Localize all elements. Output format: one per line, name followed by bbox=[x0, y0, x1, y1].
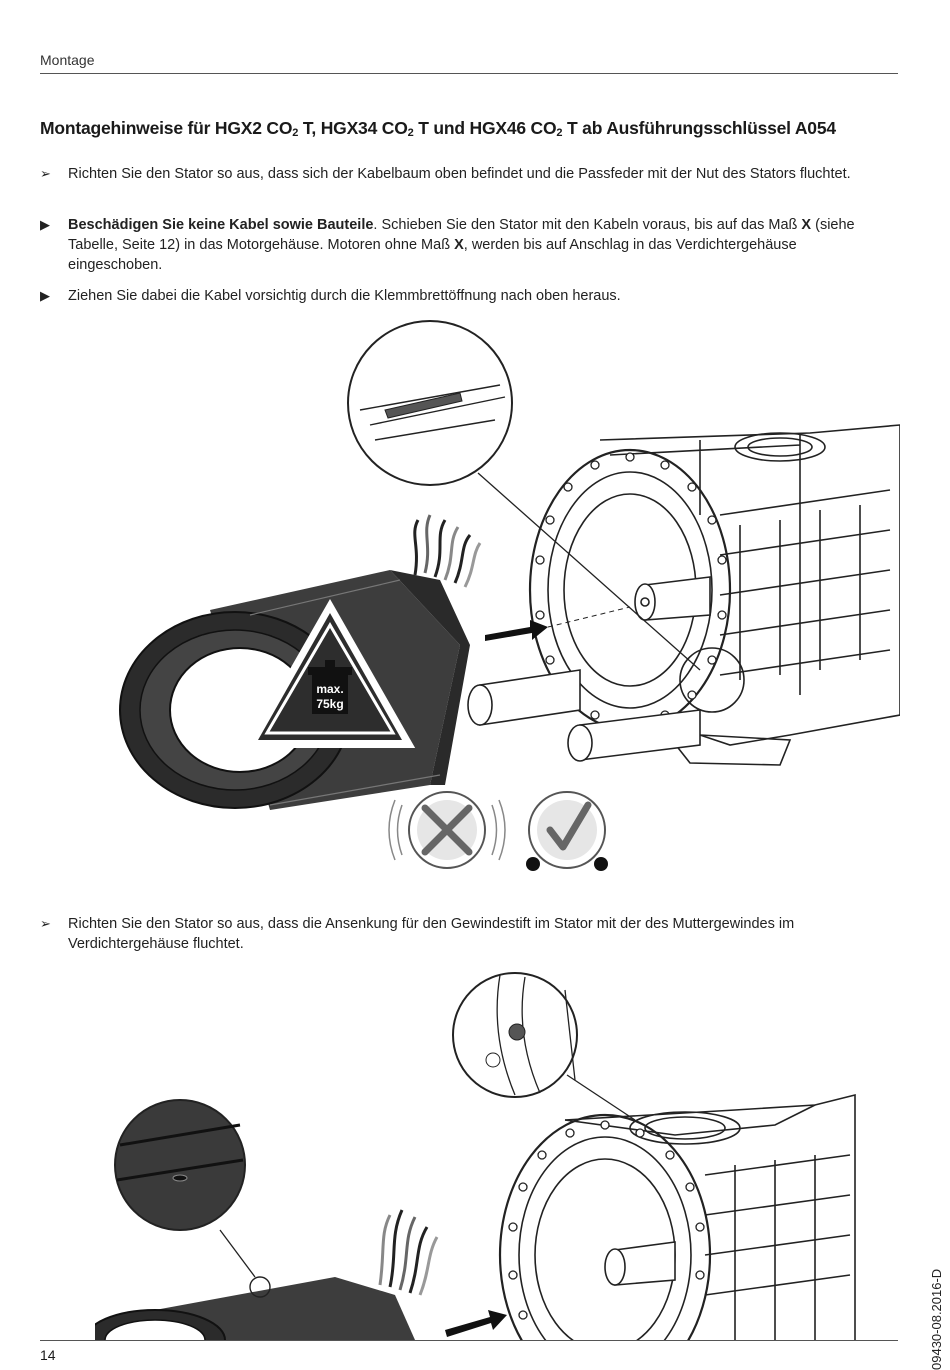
arrow-bullet-icon: ➢ bbox=[40, 916, 51, 931]
document-id: 09430-08.2016-D bbox=[929, 1268, 944, 1370]
footer-divider bbox=[40, 1340, 898, 1341]
compressor-housing bbox=[530, 425, 900, 765]
instruction-2: ▶ Beschädigen Sie keine Kabel sowie Bauteile. Schieben Sie den Stator mit den Kabeln voraus, bis auf das Maß X (siehe Tabelle, Seite 12) in das Motorgehäuse. Motoren ohne Maß X, werden bis auf Anschlag in das Verdichtergehäuse eingeschoben. bbox=[40, 217, 855, 273]
header-divider bbox=[40, 73, 898, 74]
instruction-1: ➢ Richten Sie den Stator so aus, dass sich der Kabelbaum oben befindet und die Passfeder mit der Nut des Stators fluchtet. bbox=[40, 166, 851, 182]
page-number: 14 bbox=[40, 1347, 56, 1363]
instruction-3: ▶ Ziehen Sie dabei die Kabel vorsichtig durch die Klemmbrettöffnung nach oben heraus. bbox=[40, 288, 621, 304]
thread-alignment-illustration bbox=[95, 965, 895, 1340]
cable-harness bbox=[415, 515, 480, 587]
wrong-method-icon bbox=[389, 792, 505, 868]
motor-shaft bbox=[635, 577, 710, 620]
detail-callout-groove bbox=[115, 1100, 255, 1277]
weight-label-max: max. bbox=[316, 682, 344, 696]
stator-insertion-illustration bbox=[100, 315, 900, 880]
cable-harness bbox=[380, 1210, 437, 1295]
correct-method-icon bbox=[526, 792, 608, 871]
triangle-bullet-icon: ▶ bbox=[40, 217, 50, 232]
motor-shaft bbox=[605, 1242, 675, 1285]
weight-label-kg: 75kg bbox=[316, 697, 344, 711]
stator bbox=[95, 1277, 415, 1340]
compressor-housing bbox=[500, 1095, 855, 1340]
triangle-bullet-icon: ▶ bbox=[40, 288, 50, 303]
instruction-4: ➢ Richten Sie den Stator so aus, dass die Ansenkung für den Gewindestift im Stator mit der des Muttergewindes im Verdichtergehäuse fluchtet. bbox=[40, 916, 795, 952]
arrow-bullet-icon: ➢ bbox=[40, 166, 51, 181]
direction-arrow bbox=[445, 1310, 507, 1337]
detail-callout-thread bbox=[453, 973, 635, 1120]
section-header: Montage bbox=[40, 52, 95, 68]
page-title: Montagehinweise für HGX2 $CO_2$ T, HGX34 $CO_2$ T und HGX46 $CO_2$ T ab Ausführungsschlüssel A054 bbox=[40, 118, 836, 139]
direction-arrow bbox=[485, 620, 548, 641]
